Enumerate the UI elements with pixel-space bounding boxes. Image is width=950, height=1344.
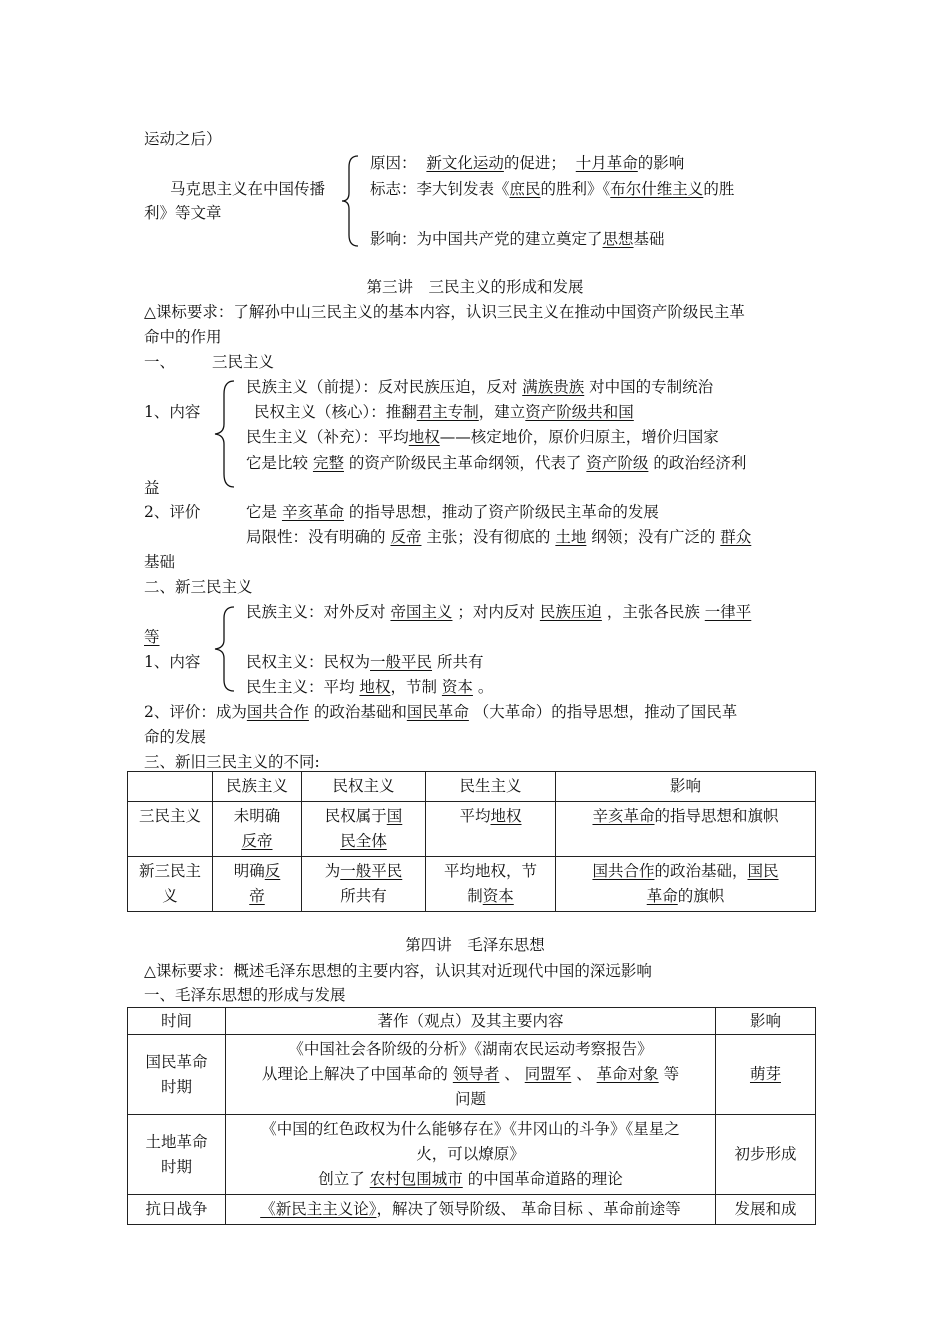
topic-label: 马克思主义在中国传播	[170, 180, 326, 198]
evaluation-line-a: 它是比较 完整 的资产阶级民主革命纲领，代表了 资产阶级 的政治经济利	[246, 454, 747, 472]
table-cell: 新三民主 义	[128, 857, 213, 912]
table-cell: 三民主义	[128, 802, 213, 857]
heading-1-num: 一、	[144, 353, 176, 371]
table-header-cell	[128, 772, 213, 802]
lecture3-requirement-cont: 命中的作用	[144, 328, 222, 346]
table-cell: 平均地权	[426, 802, 556, 857]
table-cell: 萌芽	[716, 1035, 816, 1115]
limitation-line-cont: 基础	[144, 553, 176, 571]
new-evaluation-cont: 命的发展	[144, 728, 207, 746]
table-header-cell: 时间	[128, 1008, 226, 1035]
continued-text: 运动之后）	[144, 130, 222, 148]
lecture4-title: 第四讲 毛泽东思想	[405, 936, 545, 954]
evaluation-label: 2、评价	[144, 503, 201, 521]
table-cell: 未明确 反帝	[213, 802, 302, 857]
new-livelihood-line: 民生主义：平均 地权，节制 资本 。	[246, 678, 494, 696]
table-header-row	[128, 1008, 816, 1035]
content-label: 1、内容	[144, 403, 201, 421]
table-header-cell: 民权主义	[302, 772, 426, 802]
evaluation-line-a-cont: 益	[144, 479, 160, 497]
new-civil-rights-line: 民权主义：民权为一般平民 所共有	[246, 653, 484, 671]
effect-line: 影响：为中国共产党的建立奠定了思想基础	[370, 230, 665, 248]
table-cell: 发展和成	[716, 1195, 816, 1225]
table-cell: 平均地权，节 制资本	[426, 857, 556, 912]
table-row	[128, 857, 816, 912]
table-cell: 民权属于国 民全体	[302, 802, 426, 857]
heading-1: 三民主义	[212, 353, 275, 371]
table-cell: 初步形成	[716, 1115, 816, 1195]
cause-line: 原因： 新文化运动的促进； 十月革命的影响	[370, 154, 685, 172]
lecture3-requirement: △课标要求：了解孙中山三民主义的基本内容，认识三民主义在推动中国资产阶级民主革	[144, 303, 745, 321]
table-row	[128, 1115, 816, 1195]
comparison-table	[127, 771, 816, 912]
table-cell: 《新民主主义论》，解决了领导阶级、 革命目标 、革命前途等	[226, 1195, 716, 1225]
heading-2: 二、新三民主义	[144, 578, 253, 596]
table-cell: 国共合作的政治基础，国民 革命的旗帜	[556, 857, 816, 912]
new-content-label: 1、内容	[144, 653, 201, 671]
left-brace-icon	[340, 153, 362, 249]
new-evaluation-line: 2、评价：成为国共合作 的政治基础和国民革命 （大革命）的指导思想，推动了国民革	[144, 703, 738, 721]
heading-3: 三、新旧三民主义的不同:	[144, 753, 320, 771]
table-cell: 《中国的红色政权为什么能够存在》《井冈山的斗争》《星星之 火，可以燎原》 创立了 农村包围城市 的中国革命道路的理论	[226, 1115, 716, 1195]
table-header-cell: 民生主义	[426, 772, 556, 802]
new-nationalism-line: 民族主义：对外反对 帝国主义 ；对内反对 民族压迫 ，主张各民族 一律平	[246, 603, 752, 621]
table-cell: 为一般平民 所共有	[302, 857, 426, 912]
table-cell: 土地革命 时期	[128, 1115, 226, 1195]
mao-thought-table	[127, 1007, 816, 1225]
table-header-cell: 影响	[716, 1008, 816, 1035]
table-row	[128, 1195, 816, 1225]
nationalism-line: 民族主义（前提）：反对民族压迫，反对 满族贵族 对中国的专制统治	[246, 378, 714, 396]
table-row	[128, 802, 816, 857]
table-cell: 国民革命 时期	[128, 1035, 226, 1115]
new-nationalism-cont: 等	[144, 628, 160, 646]
topic-label-cont: 利》等文章	[144, 204, 222, 222]
limitation-line: 局限性：没有明确的 反帝 主张；没有彻底的 土地 纲领；没有广泛的 群众	[246, 528, 752, 546]
lecture3-title: 第三讲 三民主义的形成和发展	[366, 278, 584, 296]
lecture4-requirement: △课标要求：概述毛泽东思想的主要内容，认识其对近现代中国的深远影响	[144, 962, 652, 980]
evaluation-line-b: 它是 辛亥革命 的指导思想，推动了资产阶级民主革命的发展	[246, 503, 659, 521]
table-header-row	[128, 772, 816, 802]
table-header-cell: 影响	[556, 772, 816, 802]
table-row	[128, 1035, 816, 1115]
left-brace-icon	[212, 604, 238, 694]
lecture4-heading-1: 一、毛泽东思想的形成与发展	[144, 986, 346, 1004]
table-header-cell: 著作（观点）及其主要内容	[226, 1008, 716, 1035]
table-cell: 《中国社会各阶级的分析》《湖南农民运动考察报告》 从理论上解决了中国革命的 领导者 、 同盟军 、 革命对象 等 问题	[226, 1035, 716, 1115]
table-cell: 明确反 帝	[213, 857, 302, 912]
mark-line: 标志：李大钊发表《庶民的胜利》《布尔什维主义的胜	[370, 180, 735, 198]
table-cell: 辛亥革命的指导思想和旗帜	[556, 802, 816, 857]
table-header-cell: 民族主义	[213, 772, 302, 802]
table-cell: 抗日战争	[128, 1195, 226, 1225]
civil-rights-line: 民权主义（核心）：推翻君主专制，建立资产阶级共和国	[254, 403, 634, 421]
livelihood-line: 民生主义（补充）：平均地权——核定地价，原价归原主，增价归国家	[246, 428, 719, 446]
left-brace-icon	[212, 378, 238, 490]
